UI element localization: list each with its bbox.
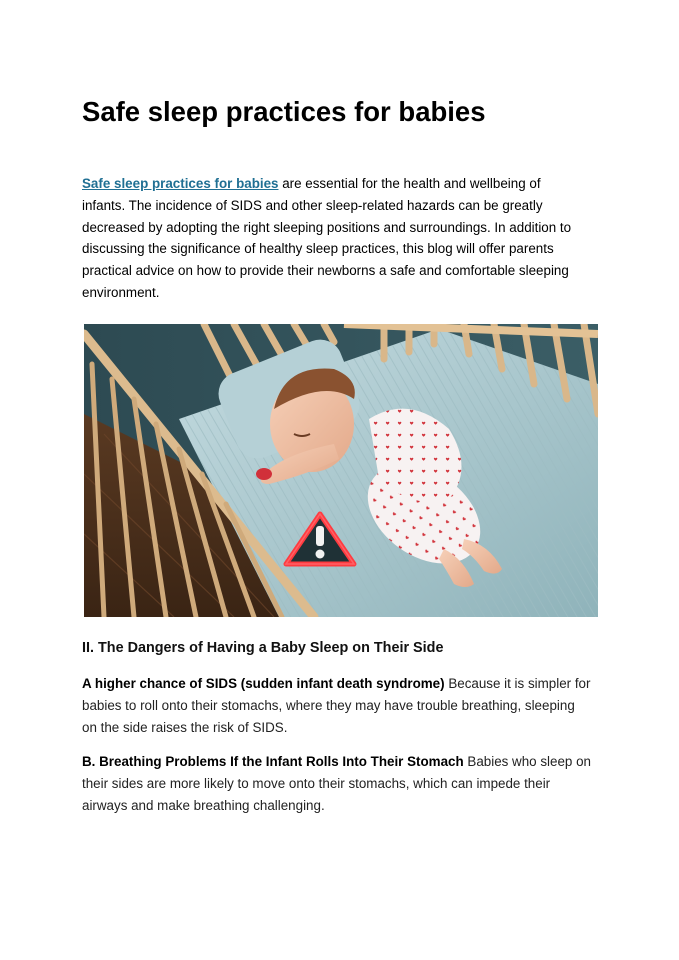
safe-sleep-link[interactable]: Safe sleep practices for babies	[82, 176, 279, 191]
page-title: Safe sleep practices for babies	[82, 96, 486, 127]
point-b-text: Babies who sleep on their sides are more likely to move onto their stomachs, which can impede their airways and make breathing challenging.	[82, 754, 591, 813]
point-b-paragraph	[82, 751, 592, 816]
intro-paragraph	[82, 173, 587, 304]
section-heading: II. The Dangers of Having a Baby Sleep on Their Side	[82, 640, 444, 656]
point-a-paragraph	[82, 673, 592, 738]
intro-text: are essential for the health and wellbeing of infants. The incidence of SIDS and other sleep-related hazards can be greatly decreased by adopting the right sleeping positions and surroundings. In addition to discussing the significance of healthy sleep practices, this blog will offer parents practical advice on how to provide their newborns a safe and comfortable sleeping environment.	[82, 176, 572, 300]
point-a-heading: A higher chance of SIDS (sudden infant death syndrome)	[82, 676, 445, 691]
point-b-heading: B. Breathing Problems If the Infant Rolls Into Their Stomach	[82, 754, 464, 769]
point-a-text: Because it is simpler for babies to roll onto their stomachs, where they may have trouble breathing, sleeping on the side raises the risk of SIDS.	[82, 676, 591, 735]
baby-in-crib-image	[84, 324, 598, 617]
